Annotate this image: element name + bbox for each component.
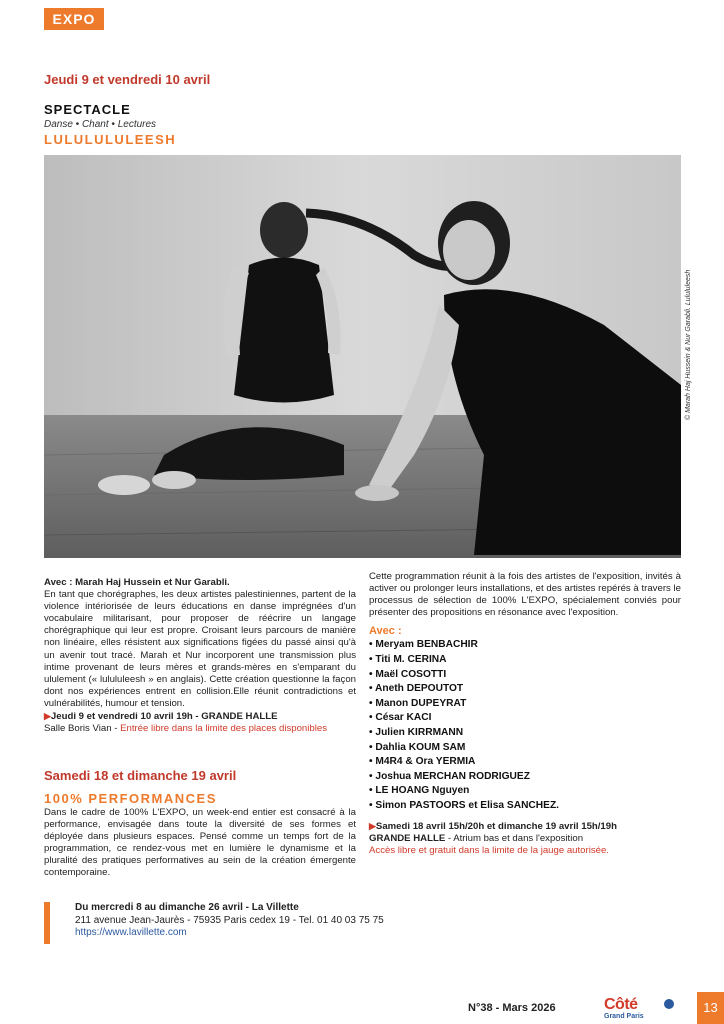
performances-venue: GRANDE HALLE	[369, 832, 446, 844]
page-number: 13	[697, 992, 724, 1024]
list-item: • Joshua MERCHAN RODRIGUEZ	[369, 770, 530, 782]
performances-schedule-line	[369, 820, 681, 833]
list-item: • Meryam BENBACHIR	[369, 639, 478, 651]
performances-right-column	[369, 571, 681, 857]
performances-intro: Cette programmation réunit à la fois des artistes de l'exposition, invités à activer ou prolonger leurs installations, et des artistes repérés à travers le processus de sélection de 100% L'EXPO, spécialement conviés pour présenter des propositions en résonance avec l'exposition.	[369, 571, 681, 619]
practical-info	[75, 902, 384, 940]
spectacle-schedule: Jeudi 9 et vendredi 10 avril 19h - GRANDE HALLE	[50, 711, 278, 723]
performances-description: Dans le cadre de 100% L'EXPO, un week-end entier est consacré à la performance, envisagée dans toute la diversité de ses formes et déployée dans plusieurs espaces. Pensé comme un temps fort de la programmation, ce rendez-vous met en lumière le dynamisme et la pluralité des pratiques performatives au sein de la création émergente contemporaine.	[44, 807, 356, 879]
info-address: 211 avenue Jean-Jaurès - 75935 Paris cedex 19 - Tel. 01 40 03 75 75	[75, 914, 384, 926]
artist-list	[369, 638, 681, 813]
spectacle-avec: Avec : Marah Haj Hussein et Nur Garabli.	[44, 577, 230, 588]
logo-main: Côté	[604, 996, 638, 1013]
spectacle-description: En tant que chorégraphes, les deux artistes palestiniennes, partent de la violence intériorisée de leurs éducations en danse imprégnées d'un vocabulaire militarisant, pour proposer de réécrire un langage chorégraphique qui leur est propre. Croisant leurs parcours de manière non linéaire, elles résistent aux significations figées du passé ainsi qu'à un avenir tout tracé. Marah et Nur incorporent une transmission plus intime provenant de leurs mères et grands-mères en s'emparant du ululement (« lulululeesh » en anglais). Cette création questionne la façon dont nos expériences entrent en collision.Elle réunit contradictions et vulnérabilités, humour et tension.	[44, 589, 356, 709]
info-website-link[interactable]: https://www.lavillette.com	[75, 927, 187, 938]
spectacle-access: Entrée libre dans la limite des places disponibles	[120, 723, 327, 735]
list-item: • Simon PASTOORS et Elisa SANCHEZ.	[369, 800, 559, 811]
logo-sub: Grand Paris	[604, 1013, 644, 1020]
list-item: • Aneth DEPOUTOT	[369, 683, 464, 695]
spectacle-venue: Salle Boris Vian -	[44, 723, 121, 735]
arrow-right-icon: ▶	[44, 711, 51, 722]
list-item: • Titi M. CERINA	[369, 654, 447, 666]
spectacle-text-column	[44, 577, 356, 735]
performances-venue-detail: - Atrium bas et dans l'exposition	[445, 832, 584, 844]
spectacle-schedule-line	[44, 710, 356, 723]
dancers-photo-illustration	[44, 155, 681, 558]
info-dates: Du mercredi 8 au dimanche 26 avril - La Villette	[75, 902, 299, 913]
magazine-logo	[604, 997, 676, 1021]
info-accent-bar	[44, 902, 50, 944]
photo-credit: © Marah Haj Hussein & Nur Garabli. Lulululeesh	[685, 269, 692, 420]
list-item: • Maël COSOTTI	[369, 668, 447, 680]
performances-venue-line	[369, 833, 681, 845]
logo-globe-icon	[664, 999, 674, 1009]
list-item: • M4R4 & Ora YERMIA	[369, 756, 476, 768]
performances-access: Accès libre et gratuit dans la limite de la jauge autorisée.	[369, 844, 609, 856]
list-item: • César KACI	[369, 712, 432, 724]
spectacle-genres: Danse • Chant • Lectures	[44, 119, 157, 130]
spectacle-date: Jeudi 9 et vendredi 10 avril	[44, 72, 211, 87]
performances-schedule: Samedi 18 avril 15h/20h et dimanche 19 avril 15h/19h	[375, 820, 617, 832]
performances-title: 100% PERFORMANCES	[44, 791, 217, 806]
performances-date: Samedi 18 et dimanche 19 avril	[44, 768, 237, 783]
performances-avec-label: Avec :	[369, 625, 402, 638]
issue-number: N°38 - Mars 2026	[468, 1002, 556, 1014]
list-item: • LE HOANG Nguyen	[369, 785, 470, 797]
arrow-right-icon: ▶	[369, 820, 376, 831]
spectacle-venue-line	[44, 723, 356, 735]
spectacle-category: SPECTACLE	[44, 102, 131, 117]
list-item: • Julien KIRRMANN	[369, 727, 464, 739]
list-item: • Manon DUPEYRAT	[369, 697, 467, 709]
performance-photo	[44, 155, 681, 558]
spectacle-title: LULULULULEESH	[44, 132, 177, 147]
list-item: • Dahlia KOUM SAM	[369, 741, 466, 753]
section-tag: EXPO	[44, 8, 104, 30]
